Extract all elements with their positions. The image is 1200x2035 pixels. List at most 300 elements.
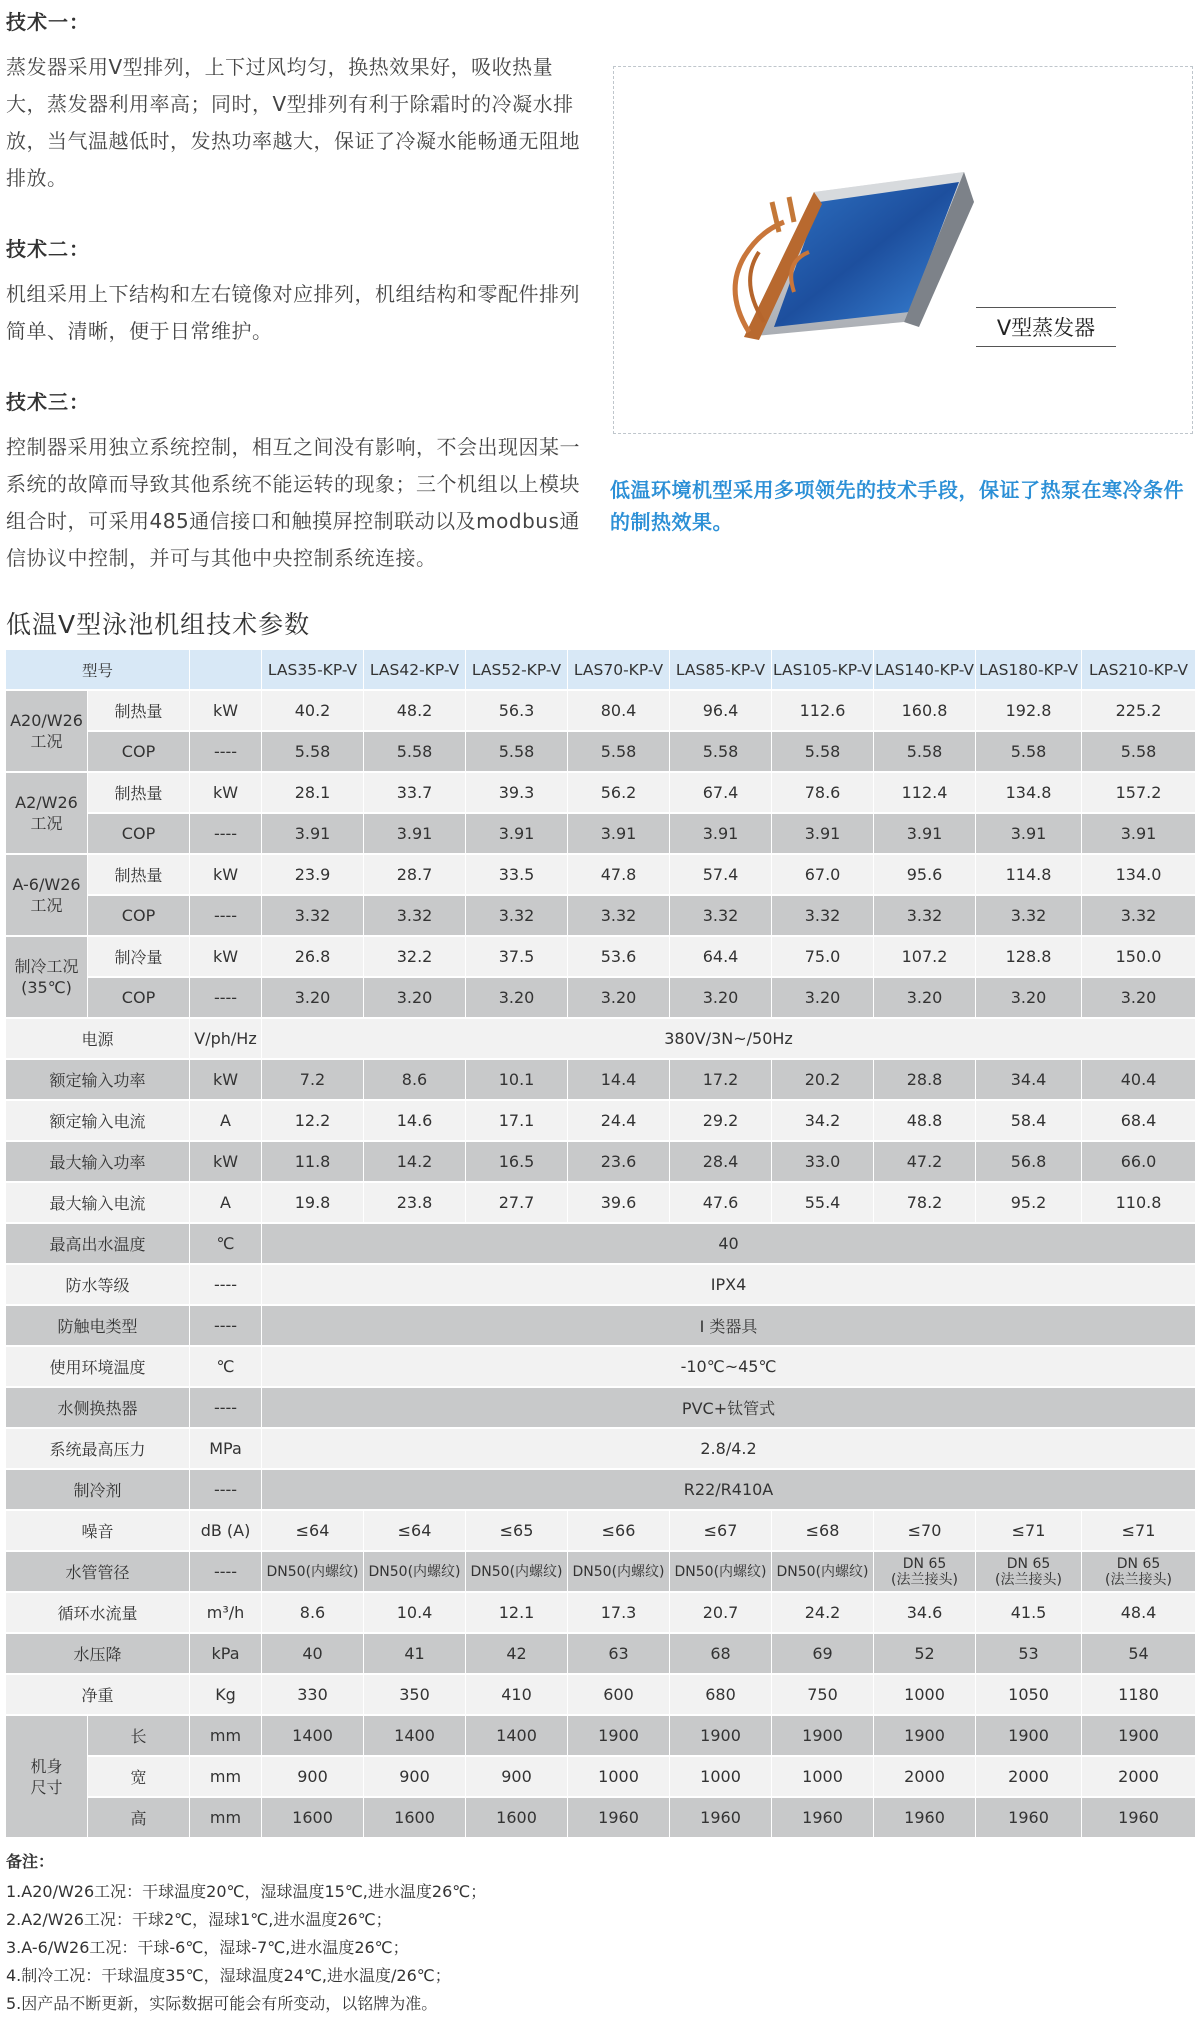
row-label: 最高出水温度 xyxy=(6,1224,190,1265)
row-label: 水管管径 xyxy=(6,1552,190,1593)
value-cell: 3.20 xyxy=(670,978,772,1019)
row-label: 制热量 xyxy=(88,691,190,732)
value-cell: 112.6 xyxy=(772,691,874,732)
row-label: 噪音 xyxy=(6,1511,190,1552)
value-cell: DN50(内螺纹) xyxy=(262,1552,364,1593)
value-cell: 67.4 xyxy=(670,773,772,814)
note-item: 1.A20/W26工况：干球温度20℃，湿球温度15℃,进水温度26℃； xyxy=(6,1882,487,1901)
value-cell: ≤71 xyxy=(1082,1511,1196,1552)
value-cell: 5.58 xyxy=(976,732,1082,773)
value-cell: 80.4 xyxy=(568,691,670,732)
value-cell: DN50(内螺纹) xyxy=(772,1552,874,1593)
table-row xyxy=(6,1798,1196,1839)
v-evaporator-image xyxy=(704,162,984,352)
value-cell: 34.6 xyxy=(874,1593,976,1634)
row-label: 制热量 xyxy=(88,855,190,896)
row-unit: ---- xyxy=(190,1306,262,1347)
value-cell: 600 xyxy=(568,1675,670,1716)
value-cell: 5.58 xyxy=(364,732,466,773)
header-model: LAS210-KP-V xyxy=(1082,650,1196,691)
value-cell: 5.58 xyxy=(568,732,670,773)
value-cell: DN 65 (法兰接头) xyxy=(976,1552,1082,1593)
value-cell: 57.4 xyxy=(670,855,772,896)
value-cell: 78.2 xyxy=(874,1183,976,1224)
value-cell: DN 65 (法兰接头) xyxy=(1082,1552,1196,1593)
value-cell: 3.32 xyxy=(976,896,1082,937)
table-row xyxy=(6,978,1196,1019)
table-row xyxy=(6,1593,1196,1634)
value-cell: 40 xyxy=(262,1224,1196,1265)
value-cell: 52 xyxy=(874,1634,976,1675)
row-unit: ---- xyxy=(190,896,262,937)
value-cell: 5.58 xyxy=(772,732,874,773)
value-cell: 380V/3N~/50Hz xyxy=(262,1019,1196,1060)
value-cell: 1000 xyxy=(874,1675,976,1716)
value-cell: 150.0 xyxy=(1082,937,1196,978)
value-cell: 14.2 xyxy=(364,1142,466,1183)
row-unit: kW xyxy=(190,1060,262,1101)
value-cell: 24.2 xyxy=(772,1593,874,1634)
value-cell: 27.7 xyxy=(466,1183,568,1224)
value-cell: 12.2 xyxy=(262,1101,364,1142)
row-label: 防触电类型 xyxy=(6,1306,190,1347)
value-cell: 1960 xyxy=(1082,1798,1196,1839)
table-row xyxy=(6,773,1196,814)
row-label: 系统最高压力 xyxy=(6,1429,190,1470)
table-row xyxy=(6,1634,1196,1675)
value-cell: 3.32 xyxy=(874,896,976,937)
value-cell: DN50(内螺纹) xyxy=(568,1552,670,1593)
value-cell: 110.8 xyxy=(1082,1183,1196,1224)
value-cell: 3.91 xyxy=(772,814,874,855)
table-row xyxy=(6,937,1196,978)
value-cell: 107.2 xyxy=(874,937,976,978)
value-cell: 2.8/4.2 xyxy=(262,1429,1196,1470)
section-body: 控制器采用独立系统控制，相互之间没有影响，不会出现因某一系统的故障而导致其他系统不能运转的现象；三个机组以上模块组合时，可采用485通信接口和触摸屏控制联动以及modbus通信协议中控制，并可与其他中央控制系统连接。 xyxy=(6,435,580,570)
section-body: 机组采用上下结构和左右镜像对应排列，机组结构和零配件排列简单、清晰，便于日常维护。 xyxy=(6,282,580,343)
value-cell: 1000 xyxy=(568,1757,670,1798)
row-label: COP xyxy=(88,896,190,937)
row-label: 最大输入功率 xyxy=(6,1142,190,1183)
value-cell: 3.32 xyxy=(364,896,466,937)
note-item: 2.A2/W26工况：干球2℃，湿球1℃,进水温度26℃； xyxy=(6,1910,392,1929)
value-cell: IPX4 xyxy=(262,1265,1196,1306)
value-cell: 29.2 xyxy=(670,1101,772,1142)
table-row xyxy=(6,1019,1196,1060)
value-cell: 23.6 xyxy=(568,1142,670,1183)
table-row xyxy=(6,691,1196,732)
table-row xyxy=(6,1060,1196,1101)
value-cell: 66.0 xyxy=(1082,1142,1196,1183)
value-cell: 11.8 xyxy=(262,1142,364,1183)
value-cell: 1000 xyxy=(670,1757,772,1798)
header-model: LAS35-KP-V xyxy=(262,650,364,691)
row-unit: m³/h xyxy=(190,1593,262,1634)
value-cell: 20.7 xyxy=(670,1593,772,1634)
table-row xyxy=(6,1224,1196,1265)
value-cell: 3.91 xyxy=(466,814,568,855)
value-cell: 58.4 xyxy=(976,1101,1082,1142)
value-cell: 225.2 xyxy=(1082,691,1196,732)
value-cell: 14.4 xyxy=(568,1060,670,1101)
value-cell: 53.6 xyxy=(568,937,670,978)
value-cell: 47.6 xyxy=(670,1183,772,1224)
value-cell: 32.2 xyxy=(364,937,466,978)
value-cell: 8.6 xyxy=(262,1593,364,1634)
row-label: 电源 xyxy=(6,1019,190,1060)
value-cell: 1960 xyxy=(568,1798,670,1839)
row-unit: ---- xyxy=(190,1265,262,1306)
value-cell: 41.5 xyxy=(976,1593,1082,1634)
row-label: 额定输入功率 xyxy=(6,1060,190,1101)
row-unit: Kg xyxy=(190,1675,262,1716)
header-model-label: 型号 xyxy=(6,650,190,691)
value-cell: 1900 xyxy=(874,1716,976,1757)
row-label: 额定输入电流 xyxy=(6,1101,190,1142)
value-cell: 28.7 xyxy=(364,855,466,896)
table-row xyxy=(6,1757,1196,1798)
row-unit: A xyxy=(190,1101,262,1142)
row-unit: kW xyxy=(190,691,262,732)
value-cell: 8.6 xyxy=(364,1060,466,1101)
value-cell: DN 65 (法兰接头) xyxy=(874,1552,976,1593)
value-cell: 3.20 xyxy=(1082,978,1196,1019)
value-cell: 350 xyxy=(364,1675,466,1716)
value-cell: 19.8 xyxy=(262,1183,364,1224)
group-label: 机身 尺寸 xyxy=(6,1716,88,1839)
value-cell: 56.3 xyxy=(466,691,568,732)
value-cell: 1960 xyxy=(772,1798,874,1839)
row-unit: ---- xyxy=(190,1470,262,1511)
row-unit: ---- xyxy=(190,1552,262,1593)
notes-title: 备注： xyxy=(6,1852,55,1871)
value-cell: 3.32 xyxy=(772,896,874,937)
value-cell: 56.8 xyxy=(976,1142,1082,1183)
group-label: 制冷工况 (35℃) xyxy=(6,937,88,1019)
section-title: 技术一： xyxy=(6,10,90,34)
row-label: COP xyxy=(88,732,190,773)
value-cell: 134.8 xyxy=(976,773,1082,814)
value-cell: 1180 xyxy=(1082,1675,1196,1716)
value-cell: 48.2 xyxy=(364,691,466,732)
value-cell: 160.8 xyxy=(874,691,976,732)
table-row xyxy=(6,1429,1196,1470)
table-row xyxy=(6,732,1196,773)
value-cell: I 类器具 xyxy=(262,1306,1196,1347)
value-cell: 5.58 xyxy=(466,732,568,773)
value-cell: 75.0 xyxy=(772,937,874,978)
value-cell: 39.6 xyxy=(568,1183,670,1224)
row-unit: mm xyxy=(190,1716,262,1757)
value-cell: 114.8 xyxy=(976,855,1082,896)
value-cell: 410 xyxy=(466,1675,568,1716)
header-model: LAS42-KP-V xyxy=(364,650,466,691)
value-cell: 26.8 xyxy=(262,937,364,978)
value-cell: 3.32 xyxy=(466,896,568,937)
value-cell: 900 xyxy=(262,1757,364,1798)
value-cell: 33.0 xyxy=(772,1142,874,1183)
value-cell: 1960 xyxy=(976,1798,1082,1839)
value-cell: 41 xyxy=(364,1634,466,1675)
value-cell: 68.4 xyxy=(1082,1101,1196,1142)
value-cell: PVC+钛管式 xyxy=(262,1388,1196,1429)
row-unit: dB (A) xyxy=(190,1511,262,1552)
table-row xyxy=(6,1470,1196,1511)
table-row xyxy=(6,1183,1196,1224)
value-cell: 1960 xyxy=(874,1798,976,1839)
value-cell: 3.20 xyxy=(466,978,568,1019)
value-cell: ≤65 xyxy=(466,1511,568,1552)
figure-label: V型蒸发器 xyxy=(976,307,1116,347)
value-cell: ≤67 xyxy=(670,1511,772,1552)
value-cell: 3.91 xyxy=(1082,814,1196,855)
value-cell: 39.3 xyxy=(466,773,568,814)
row-label: 循环水流量 xyxy=(6,1593,190,1634)
value-cell: 48.4 xyxy=(1082,1593,1196,1634)
intro-text xyxy=(6,0,586,613)
row-unit: ---- xyxy=(190,732,262,773)
value-cell: 1000 xyxy=(772,1757,874,1798)
row-unit: kPa xyxy=(190,1634,262,1675)
value-cell: 33.5 xyxy=(466,855,568,896)
value-cell: 40 xyxy=(262,1634,364,1675)
value-cell: 1900 xyxy=(772,1716,874,1757)
value-cell: 95.6 xyxy=(874,855,976,896)
table-row xyxy=(6,896,1196,937)
value-cell: 112.4 xyxy=(874,773,976,814)
value-cell: 134.0 xyxy=(1082,855,1196,896)
row-unit: mm xyxy=(190,1798,262,1839)
value-cell: 69 xyxy=(772,1634,874,1675)
value-cell: 1400 xyxy=(466,1716,568,1757)
value-cell: 1600 xyxy=(364,1798,466,1839)
section-2 xyxy=(6,233,586,350)
value-cell: 16.5 xyxy=(466,1142,568,1183)
row-label: 制冷剂 xyxy=(6,1470,190,1511)
row-label: 高 xyxy=(88,1798,190,1839)
value-cell: 17.1 xyxy=(466,1101,568,1142)
value-cell: 1900 xyxy=(976,1716,1082,1757)
value-cell: ≤64 xyxy=(262,1511,364,1552)
table-row xyxy=(6,1716,1196,1757)
value-cell: 55.4 xyxy=(772,1183,874,1224)
value-cell: 128.8 xyxy=(976,937,1082,978)
value-cell: 23.8 xyxy=(364,1183,466,1224)
value-cell: 900 xyxy=(466,1757,568,1798)
value-cell: 3.20 xyxy=(976,978,1082,1019)
value-cell: 48.8 xyxy=(874,1101,976,1142)
value-cell: 10.1 xyxy=(466,1060,568,1101)
row-label: 水压降 xyxy=(6,1634,190,1675)
row-unit: kW xyxy=(190,937,262,978)
value-cell: 34.4 xyxy=(976,1060,1082,1101)
figure-caption: 低温环境机型采用多项领先的技术手段，保证了热泵在寒冷条件的制热效果。 xyxy=(610,478,1184,534)
value-cell: 56.2 xyxy=(568,773,670,814)
value-cell: 17.3 xyxy=(568,1593,670,1634)
header-unit xyxy=(190,650,262,691)
value-cell: 34.2 xyxy=(772,1101,874,1142)
row-unit: ---- xyxy=(190,814,262,855)
value-cell: 1960 xyxy=(670,1798,772,1839)
value-cell: 1600 xyxy=(262,1798,364,1839)
value-cell: 1400 xyxy=(262,1716,364,1757)
row-unit: V/ph/Hz xyxy=(190,1019,262,1060)
row-unit: ---- xyxy=(190,978,262,1019)
evaporator-figure xyxy=(613,66,1193,434)
value-cell: 3.91 xyxy=(874,814,976,855)
value-cell: DN50(内螺纹) xyxy=(466,1552,568,1593)
row-label: COP xyxy=(88,814,190,855)
row-label: 防水等级 xyxy=(6,1265,190,1306)
row-unit: MPa xyxy=(190,1429,262,1470)
value-cell: ≤70 xyxy=(874,1511,976,1552)
row-unit: ℃ xyxy=(190,1224,262,1265)
value-cell: 47.2 xyxy=(874,1142,976,1183)
section-title: 技术二： xyxy=(6,237,90,261)
value-cell: 5.58 xyxy=(1082,732,1196,773)
value-cell: 1900 xyxy=(568,1716,670,1757)
row-unit: A xyxy=(190,1183,262,1224)
value-cell: 5.58 xyxy=(670,732,772,773)
value-cell: 1400 xyxy=(364,1716,466,1757)
table-title: 低温V型泳池机组技术参数 xyxy=(6,610,311,639)
section-body: 蒸发器采用V型排列，上下过风均匀，换热效果好，吸收热量大，蒸发器利用率高；同时，V型排列有利于除霜时的冷凝水排放，当气温越低时，发热功率越大，保证了冷凝水能畅通无阻地排放。 xyxy=(6,55,580,190)
row-unit: kW xyxy=(190,855,262,896)
header-model: LAS180-KP-V xyxy=(976,650,1082,691)
value-cell: 10.4 xyxy=(364,1593,466,1634)
value-cell: 3.32 xyxy=(568,896,670,937)
value-cell: 28.1 xyxy=(262,773,364,814)
value-cell: -10℃~45℃ xyxy=(262,1347,1196,1388)
row-label: 水侧换热器 xyxy=(6,1388,190,1429)
value-cell: ≤66 xyxy=(568,1511,670,1552)
table-row xyxy=(6,1347,1196,1388)
table-row xyxy=(6,1101,1196,1142)
row-unit: kW xyxy=(190,1142,262,1183)
row-label: 制冷量 xyxy=(88,937,190,978)
value-cell: 37.5 xyxy=(466,937,568,978)
table-row xyxy=(6,1675,1196,1716)
value-cell: 23.9 xyxy=(262,855,364,896)
value-cell: 14.6 xyxy=(364,1101,466,1142)
value-cell: 12.1 xyxy=(466,1593,568,1634)
header-model: LAS140-KP-V xyxy=(874,650,976,691)
row-unit: kW xyxy=(190,773,262,814)
table-row xyxy=(6,1142,1196,1183)
value-cell: ≤64 xyxy=(364,1511,466,1552)
value-cell: 40.2 xyxy=(262,691,364,732)
group-label: A2/W26 工况 xyxy=(6,773,88,855)
header-model: LAS85-KP-V xyxy=(670,650,772,691)
row-label: 制热量 xyxy=(88,773,190,814)
value-cell: 3.32 xyxy=(670,896,772,937)
value-cell: 2000 xyxy=(1082,1757,1196,1798)
value-cell: DN50(内螺纹) xyxy=(364,1552,466,1593)
value-cell: 3.20 xyxy=(262,978,364,1019)
value-cell: 157.2 xyxy=(1082,773,1196,814)
value-cell: 330 xyxy=(262,1675,364,1716)
value-cell: 2000 xyxy=(874,1757,976,1798)
header-model: LAS105-KP-V xyxy=(772,650,874,691)
value-cell: 750 xyxy=(772,1675,874,1716)
table-row xyxy=(6,1265,1196,1306)
value-cell: 1900 xyxy=(670,1716,772,1757)
table-row xyxy=(6,1388,1196,1429)
value-cell: 63 xyxy=(568,1634,670,1675)
value-cell: 33.7 xyxy=(364,773,466,814)
value-cell: 28.4 xyxy=(670,1142,772,1183)
value-cell: 3.20 xyxy=(874,978,976,1019)
row-label: COP xyxy=(88,978,190,1019)
value-cell: 1600 xyxy=(466,1798,568,1839)
value-cell: 42 xyxy=(466,1634,568,1675)
group-label: A-6/W26 工况 xyxy=(6,855,88,937)
value-cell: 680 xyxy=(670,1675,772,1716)
value-cell: 96.4 xyxy=(670,691,772,732)
row-label: 净重 xyxy=(6,1675,190,1716)
value-cell: 24.4 xyxy=(568,1101,670,1142)
value-cell: 28.8 xyxy=(874,1060,976,1101)
value-cell: 3.91 xyxy=(976,814,1082,855)
value-cell: 1900 xyxy=(1082,1716,1196,1757)
value-cell: 68 xyxy=(670,1634,772,1675)
value-cell: 3.91 xyxy=(364,814,466,855)
value-cell: 192.8 xyxy=(976,691,1082,732)
value-cell: 53 xyxy=(976,1634,1082,1675)
row-label: 宽 xyxy=(88,1757,190,1798)
table-row xyxy=(6,1306,1196,1347)
value-cell: 1050 xyxy=(976,1675,1082,1716)
note-item: 5.因产品不断更新，实际数据可能会有所变动，以铭牌为准。 xyxy=(6,1994,438,2013)
row-label: 长 xyxy=(88,1716,190,1757)
value-cell: 20.2 xyxy=(772,1060,874,1101)
value-cell: 47.8 xyxy=(568,855,670,896)
row-unit: mm xyxy=(190,1757,262,1798)
value-cell: 3.20 xyxy=(568,978,670,1019)
table-row xyxy=(6,1552,1196,1593)
value-cell: 78.6 xyxy=(772,773,874,814)
note-item: 4.制冷工况：干球温度35℃，湿球温度24℃,进水温度/26℃； xyxy=(6,1966,451,1985)
row-unit: ---- xyxy=(190,1388,262,1429)
header-model: LAS52-KP-V xyxy=(466,650,568,691)
value-cell: 900 xyxy=(364,1757,466,1798)
value-cell: 7.2 xyxy=(262,1060,364,1101)
group-label: A20/W26 工况 xyxy=(6,691,88,773)
section-title: 技术三： xyxy=(6,390,90,414)
value-cell: 5.58 xyxy=(874,732,976,773)
value-cell: 64.4 xyxy=(670,937,772,978)
value-cell: 54 xyxy=(1082,1634,1196,1675)
row-unit: ℃ xyxy=(190,1347,262,1388)
value-cell: 40.4 xyxy=(1082,1060,1196,1101)
section-1 xyxy=(6,6,586,197)
header-model: LAS70-KP-V xyxy=(568,650,670,691)
value-cell: DN50(内螺纹) xyxy=(670,1552,772,1593)
value-cell: 3.91 xyxy=(262,814,364,855)
value-cell: 3.32 xyxy=(1082,896,1196,937)
row-label: 最大输入电流 xyxy=(6,1183,190,1224)
value-cell: 17.2 xyxy=(670,1060,772,1101)
spec-table xyxy=(6,650,1196,1839)
table-row xyxy=(6,855,1196,896)
value-cell: 95.2 xyxy=(976,1183,1082,1224)
table-header-row xyxy=(6,650,1196,691)
section-3 xyxy=(6,386,586,577)
value-cell: 3.32 xyxy=(262,896,364,937)
value-cell: 3.20 xyxy=(364,978,466,1019)
value-cell: ≤68 xyxy=(772,1511,874,1552)
value-cell: 2000 xyxy=(976,1757,1082,1798)
